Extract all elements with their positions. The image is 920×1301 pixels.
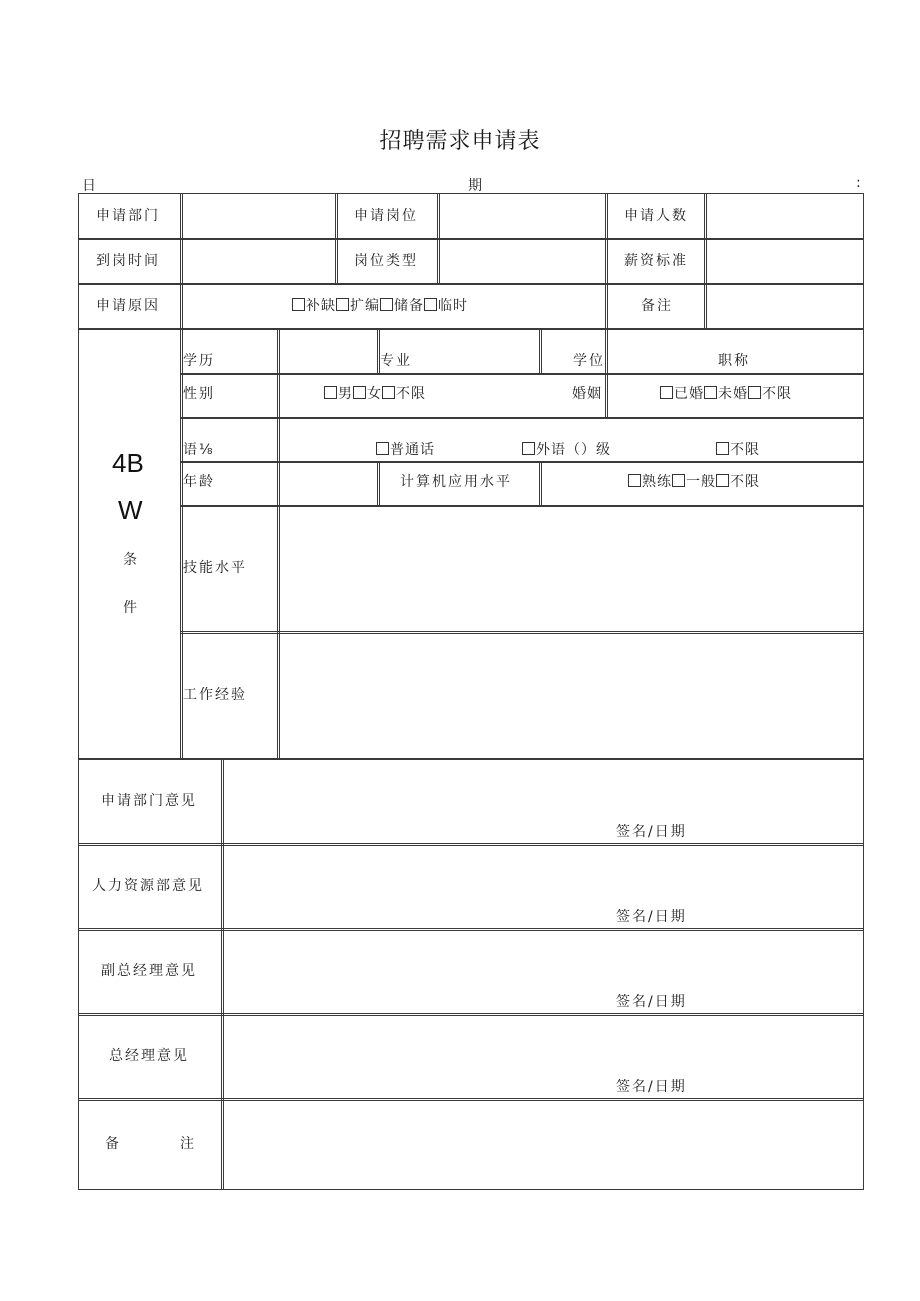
checkbox-icon <box>704 386 717 399</box>
skill-label: 技能水平 <box>183 560 247 576</box>
dept-label: 申请部门 <box>96 208 160 224</box>
vp-opinion-sign: 签名/日期 <box>616 994 687 1010</box>
education-field[interactable] <box>277 328 380 375</box>
date-label-mid: 期 <box>468 178 482 194</box>
gm-opinion-label: 总经理意见 <box>109 1048 189 1064</box>
marriage-options <box>660 386 792 402</box>
checkbox-icon <box>382 386 395 399</box>
option-marriage-any[interactable]: 不限 <box>748 386 792 402</box>
computer-label: 计算机应用水平 <box>400 474 512 490</box>
checkbox-icon <box>628 474 641 487</box>
skill-field[interactable] <box>277 505 864 634</box>
option-language-any[interactable]: 不限 <box>716 442 760 458</box>
hr-opinion-sign: 签名/日期 <box>616 909 687 925</box>
checkbox-icon <box>716 442 729 455</box>
checkbox-icon <box>324 386 337 399</box>
post-label: 申请岗位 <box>354 208 418 224</box>
option-chubei[interactable]: 储备 <box>380 298 424 314</box>
age-field[interactable] <box>277 461 380 507</box>
dept-field[interactable] <box>180 193 338 240</box>
gender-options <box>324 386 426 402</box>
option-buque[interactable]: 补缺 <box>292 298 336 314</box>
notes-label-char-1: 备 <box>105 1136 121 1152</box>
posttype-label: 岗位类型 <box>354 253 418 269</box>
checkbox-icon <box>522 442 535 455</box>
gm-opinion-sign: 签名/日期 <box>616 1079 687 1095</box>
dept-opinion-label: 申请部门意见 <box>101 793 197 809</box>
posttype-field[interactable] <box>437 238 608 285</box>
arrival-field[interactable] <box>180 238 338 285</box>
option-foreign-language[interactable]: 外语（）级 <box>522 442 611 458</box>
salary-field[interactable] <box>704 238 864 285</box>
conditions-side-char-1: 条 <box>123 552 139 568</box>
post-field[interactable] <box>437 193 608 240</box>
experience-label: 工作经验 <box>183 687 247 703</box>
remark-label: 备注 <box>641 298 673 314</box>
option-proficient[interactable]: 熟练 <box>628 474 672 490</box>
conditions-side-mark-1: 4B <box>112 448 144 478</box>
arrival-label: 到岗时间 <box>96 253 160 269</box>
checkbox-icon <box>748 386 761 399</box>
marriage-label: 婚姻 <box>572 386 602 402</box>
conditions-side-mark-2: W <box>118 495 143 525</box>
checkbox-icon <box>376 442 389 455</box>
salary-label: 薪资标准 <box>624 253 688 269</box>
date-label-colon: : <box>856 175 861 191</box>
experience-field[interactable] <box>277 631 864 760</box>
conditions-side-cell <box>78 328 183 760</box>
title-label: 职称 <box>718 353 750 369</box>
reason-label: 申请原因 <box>96 298 160 314</box>
checkbox-icon <box>716 474 729 487</box>
checkbox-icon <box>353 386 366 399</box>
education-label: 学历 <box>183 353 215 369</box>
hr-opinion-field[interactable] <box>221 843 864 931</box>
option-male[interactable]: 男 <box>324 386 353 402</box>
form-title: 招聘需求申请表 <box>379 129 541 154</box>
notes-label-char-2: 注 <box>180 1136 196 1152</box>
option-computer-any[interactable]: 不限 <box>716 474 760 490</box>
conditions-side-char-2: 件 <box>123 600 139 616</box>
option-married[interactable]: 已婚 <box>660 386 704 402</box>
hr-opinion-label: 人力资源部意见 <box>92 878 204 894</box>
count-field[interactable] <box>704 193 864 240</box>
gm-opinion-field[interactable] <box>221 1013 864 1101</box>
option-kuobian[interactable]: 扩编 <box>336 298 380 314</box>
option-unmarried[interactable]: 未婚 <box>704 386 748 402</box>
vp-opinion-label: 副总经理意见 <box>101 963 197 979</box>
dept-opinion-field[interactable] <box>221 758 864 846</box>
count-label: 申请人数 <box>624 208 688 224</box>
cell-notes-label <box>78 1098 224 1190</box>
checkbox-icon <box>660 386 673 399</box>
gender-label: 性别 <box>183 386 215 402</box>
checkbox-icon <box>292 298 305 311</box>
computer-options <box>628 474 760 490</box>
reason-options <box>292 298 468 314</box>
checkbox-icon <box>672 474 685 487</box>
vp-opinion-field[interactable] <box>221 928 864 1016</box>
checkbox-icon <box>380 298 393 311</box>
option-female[interactable]: 女 <box>353 386 382 402</box>
checkbox-icon <box>424 298 437 311</box>
notes-field[interactable] <box>221 1098 864 1190</box>
option-mandarin[interactable]: 普通话 <box>376 442 435 458</box>
option-average[interactable]: 一般 <box>672 474 716 490</box>
major-label: 专业 <box>380 353 412 369</box>
dept-opinion-sign: 签名/日期 <box>616 824 687 840</box>
option-linshi[interactable]: 临时 <box>424 298 468 314</box>
checkbox-icon <box>336 298 349 311</box>
age-label: 年龄 <box>183 474 215 490</box>
degree-label: 学位 <box>573 353 605 369</box>
language-label: 语⅛ <box>183 442 215 458</box>
remark-field[interactable] <box>704 283 864 330</box>
date-label-left: 日 <box>82 178 96 194</box>
option-gender-any[interactable]: 不限 <box>382 386 426 402</box>
